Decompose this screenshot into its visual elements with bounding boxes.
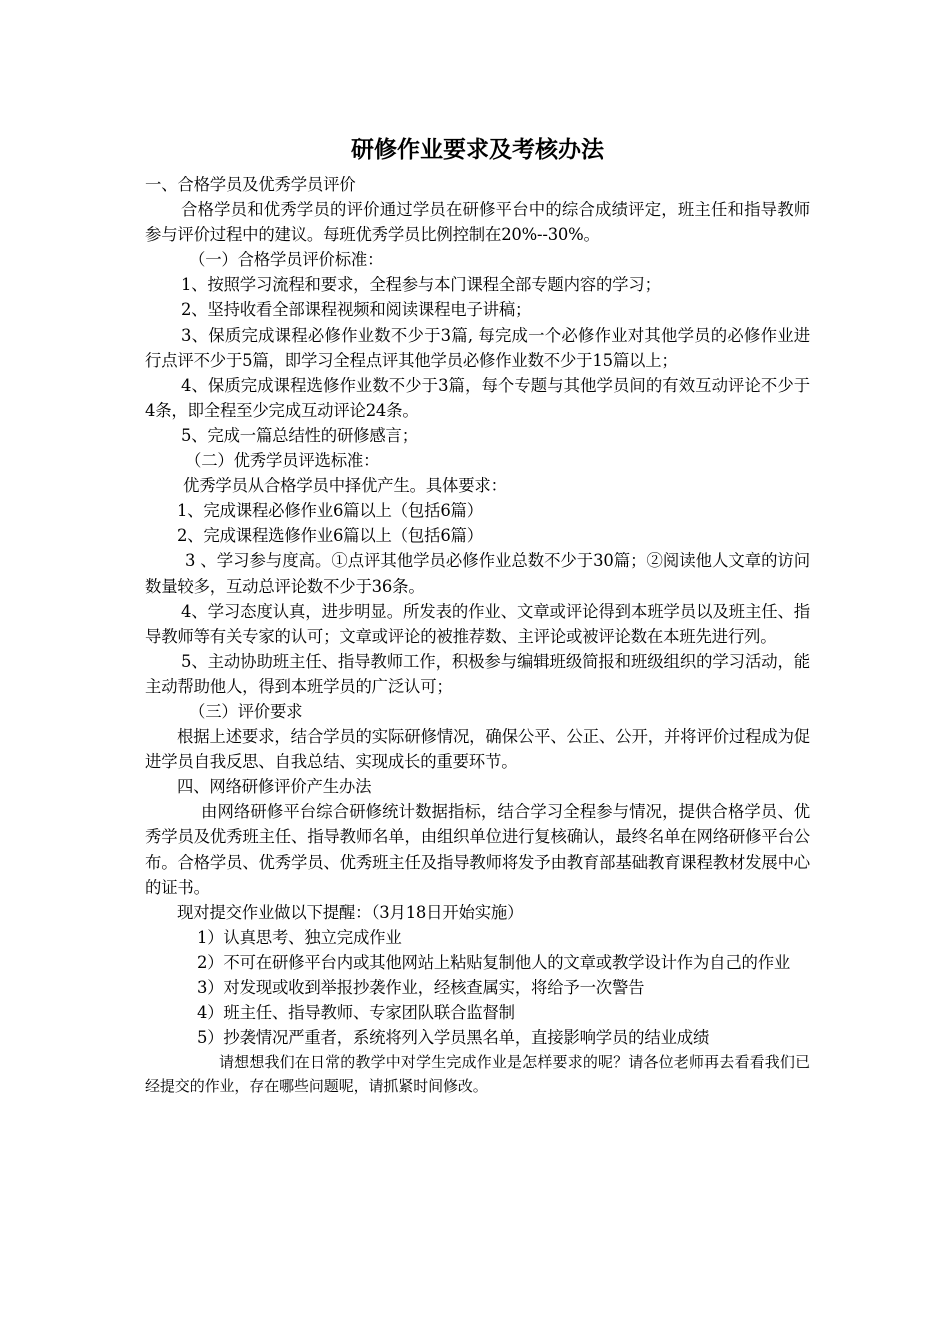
paragraph: 5、主动协助班主任、指导教师工作，积极参与编辑班级简报和班级组织的学习活动，能主动帮助他人，得到本班学员的广泛认可； bbox=[145, 651, 810, 696]
document-page bbox=[145, 128, 810, 1098]
paragraph: 由网络研修平台综合研修统计数据指标，结合学习全程参与情况，提供合格学员、优秀学员及优秀班主任、指导教师名单，由组织单位进行复核确认，最终名单在网络研修平台公布。合格学员、优秀学员、优秀班主任及指导教师将发予由教育部基础教育课程教材发展中心的证书。 bbox=[145, 802, 810, 897]
paragraph: 5）抄袭情况严重者，系统将列入学员黑名单，直接影响学员的结业成绩 bbox=[197, 1028, 710, 1048]
paragraph: 四、网络研修评价产生办法 bbox=[177, 777, 372, 797]
paragraph: 4、保质完成课程选修作业数不少于3篇，每个专题与其他学员间的有效互动评论不少于4条，即全程至少完成互动评论24条。 bbox=[145, 375, 810, 420]
paragraph: 2、坚持收看全部课程视频和阅读课程电子讲稿； bbox=[181, 300, 532, 320]
paragraph: 3）对发现或收到举报抄袭作业，经核查属实，将给予一次警告 bbox=[197, 978, 645, 997]
paragraph: 2、完成课程选修作业6篇以上（包括6篇） bbox=[177, 526, 483, 546]
paragraph: 请想想我们在日常的教学中对学生完成作业是怎样要求的呢？请各位老师再去看看我们已经提交的作业，存在哪些问题呢，请抓紧时间修改。 bbox=[145, 1053, 810, 1096]
paragraph: （一）合格学员评价标准： bbox=[189, 250, 384, 270]
paragraph: 优秀学员从合格学员中择优产生。具体要求： bbox=[183, 476, 507, 496]
paragraph: 1）认真思考、独立完成作业 bbox=[197, 927, 402, 947]
paragraph: 3 、学习参与度高。①点评其他学员必修作业总数不少于30篇；②阅读他人文章的访问数量较多，互动总评论数不少于36条。 bbox=[145, 551, 810, 596]
paragraph: 合格学员和优秀学员的评价通过学员在研修平台中的综合成绩评定，班主任和指导教师参与评价过程中的建议。每班优秀学员比例控制在20%--30%。 bbox=[145, 200, 810, 245]
paragraph: （二）优秀学员评选标准： bbox=[185, 451, 380, 471]
paragraph: 一、合格学员及优秀学员评价 bbox=[145, 175, 356, 194]
paragraph: 1、完成课程必修作业6篇以上（包括6篇） bbox=[177, 501, 483, 521]
page-title: 研修作业要求及考核办法 bbox=[351, 137, 604, 163]
paragraph: （三）评价要求 bbox=[189, 701, 303, 721]
paragraph: 2）不可在研修平台内或其他网站上粘贴复制他人的文章或教学设计作为自己的作业 bbox=[197, 952, 791, 972]
paragraph: 4、学习态度认真，进步明显。所发表的作业、文章或评论得到本班学员以及班主任、指导教师等有关专家的认可；文章或评论的被推荐数、主评论或被评论数在本班先进行列。 bbox=[145, 601, 810, 646]
paragraph: 现对提交作业做以下提醒：（3月18日开始实施） bbox=[177, 902, 524, 922]
paragraph: 4）班主任、指导教师、专家团队联合监督制 bbox=[197, 1003, 515, 1023]
paragraph: 根据上述要求，结合学员的实际研修情况，确保公平、公正、公开，并将评价过程成为促进学员自我反思、自我总结、实现成长的重要环节。 bbox=[145, 727, 810, 772]
paragraph: 5、完成一篇总结性的研修感言； bbox=[181, 425, 418, 445]
paragraph: 3、保质完成课程必修作业数不少于3篇, 每完成一个必修作业对其他学员的必修作业进行点评不少于5篇，即学习全程点评其他学员必修作业数不少于15篇以上； bbox=[145, 325, 810, 370]
document-body bbox=[145, 172, 810, 1098]
paragraph: 1、按照学习流程和要求，全程参与本门课程全部专题内容的学习； bbox=[181, 275, 661, 295]
